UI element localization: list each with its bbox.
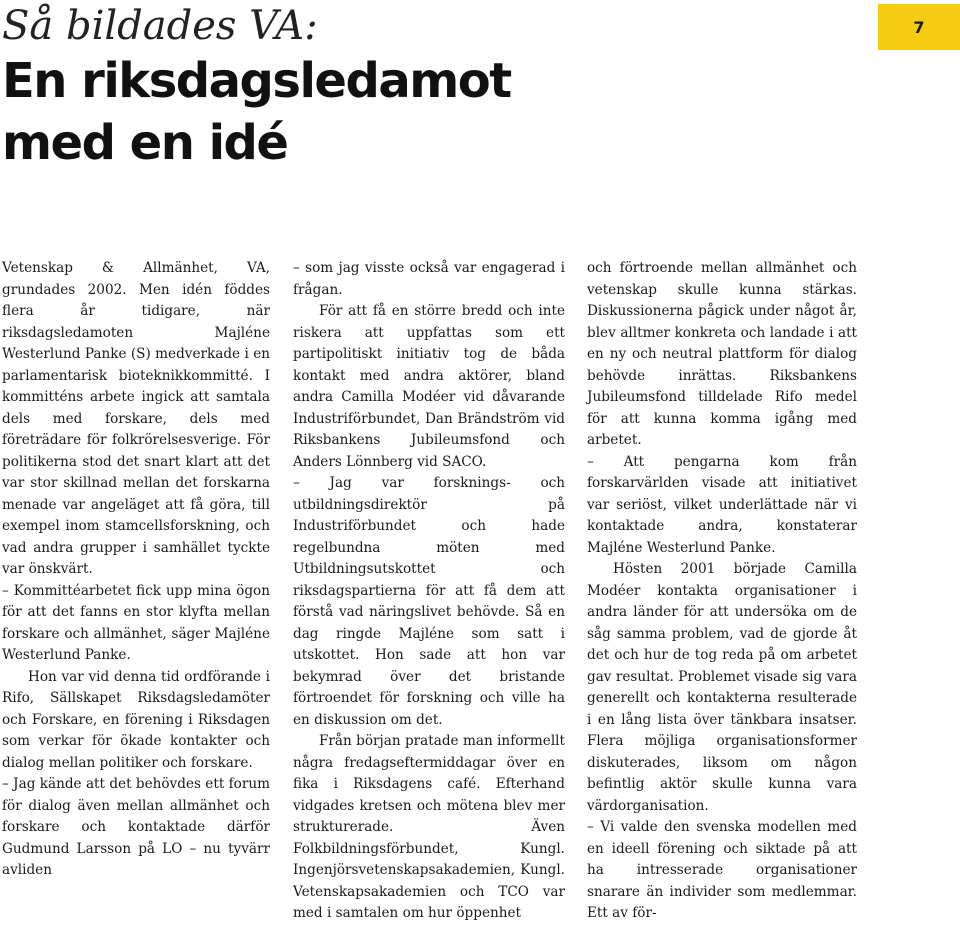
paragraph: – Att pengarna kom från forskarvärlden visade att initiativet var seriöst, vilket underlättade när vi kontaktade andra, konstaterar Majléne Westerlund Panke. [587, 453, 857, 556]
paragraph: och förtroende mellan allmänhet och vetenskap skulle kunna stärkas. Diskussionerna pågick under något år, blev alltmer konkreta och landade i att en ny och neutral plattform för dialog behövde inrättas. Riksbankens Jubileumsfond tilldelade Rifo medel för att kunna komma igång med arbetet. [587, 260, 857, 448]
paragraph: Hon var vid denna tid ordförande i Rifo, Sällskapet Riksdagsledamöter och Forskare, en förening i Riksdagen som verkar för ökade kontakter och dialog mellan politiker och forskare. [2, 668, 270, 771]
paragraph: Från början pratade man informellt några fredagseftermiddagar över en fika i Riksdagens café. Efterhand vidgades kretsen och mötena blev mer strukturerade. Även Folkbildningsförbundet, Kungl. Ingenjörsvetenskapsakademien, Kungl. Vetenskapsakademien och TCO var med i samtalen om hur öppenhet [293, 733, 565, 921]
paragraph: Hösten 2001 började Camilla Modéer kontakta organisationer i andra länder för att undersöka om de såg samma problem, vad de gjorde åt det och hur de tog reda på om arbetet gav resultat. Problemet visade sig vara generellt och kontakterna resulterade i en lång lista över tänkbara insatser. Flera möjliga organisationsformer diskuterades, liksom om någon befintlig aktör skulle kunna vara värdorganisation. [587, 561, 857, 814]
headline-line-2: med en idé [2, 115, 288, 171]
headline [2, 50, 511, 174]
paragraph: Vetenskap & Allmänhet, VA, grundades 2002. Men idén föddes flera år tidigare, när riksdagsledamoten Majléne Westerlund Panke (S) medverkade i en parlamentarisk bioteknikkommitté. I kommitténs arbete ingick att samtala dels med forskare, dels med företrädare för folkrörelsesverige. För politikerna stod det snart klart att det var stor skillnad mellan det forskarna menade var angeläget att få göra, till exempel inom stamcellsforskning, och vad andra grupper i samhället tyckte var önskvärt. [2, 260, 270, 577]
kicker: Så bildades VA: [2, 3, 318, 49]
text-column-3 [587, 258, 857, 921]
paragraph: – som jag visste också var engagerad i frågan. [293, 260, 565, 298]
text-column-1 [2, 258, 270, 878]
page-number-badge: 7 [878, 4, 960, 50]
headline-line-1: En riksdagsledamot [2, 53, 511, 109]
paragraph: – Kommittéarbetet fick upp mina ögon för att det fanns en stor klyfta mellan forskare och allmänhet, säger Majléne Westerlund Panke. [2, 582, 270, 663]
text-column-2 [293, 258, 565, 921]
paragraph: – Jag kände att det behövdes ett forum för dialog även mellan allmänhet och forskare och kontaktade därför Gudmund Larsson på LO – nu tyvärr avliden [2, 776, 270, 878]
paragraph: För att få en större bredd och inte riskera att uppfattas som ett partipolitiskt initiativ tog de båda kontakt med andra aktörer, bland andra Camilla Modéer vid dåvarande Industriförbundet, Dan Brändström vid Riksbankens Jubileumsfond och Anders Lönnberg vid SACO. [293, 303, 565, 470]
paragraph: – Jag var forsknings- och utbildningsdirektör på Industriförbundet och hade regelbundna möten med Utbildningsutskottet och riksdagspartierna för att få dem att förstå vad näringslivet behövde. Så en dag ringde Majléne som satt i utskottet. Hon sade att hon var bekymrad över det bristande förtroendet för forskning och ville ha en diskussion om det. [293, 475, 565, 728]
paragraph: – Vi valde den svenska modellen med en ideell förening och siktade på att ha intresserade organisationer snarare än individer som medlemmar. Ett av för- [587, 819, 857, 921]
